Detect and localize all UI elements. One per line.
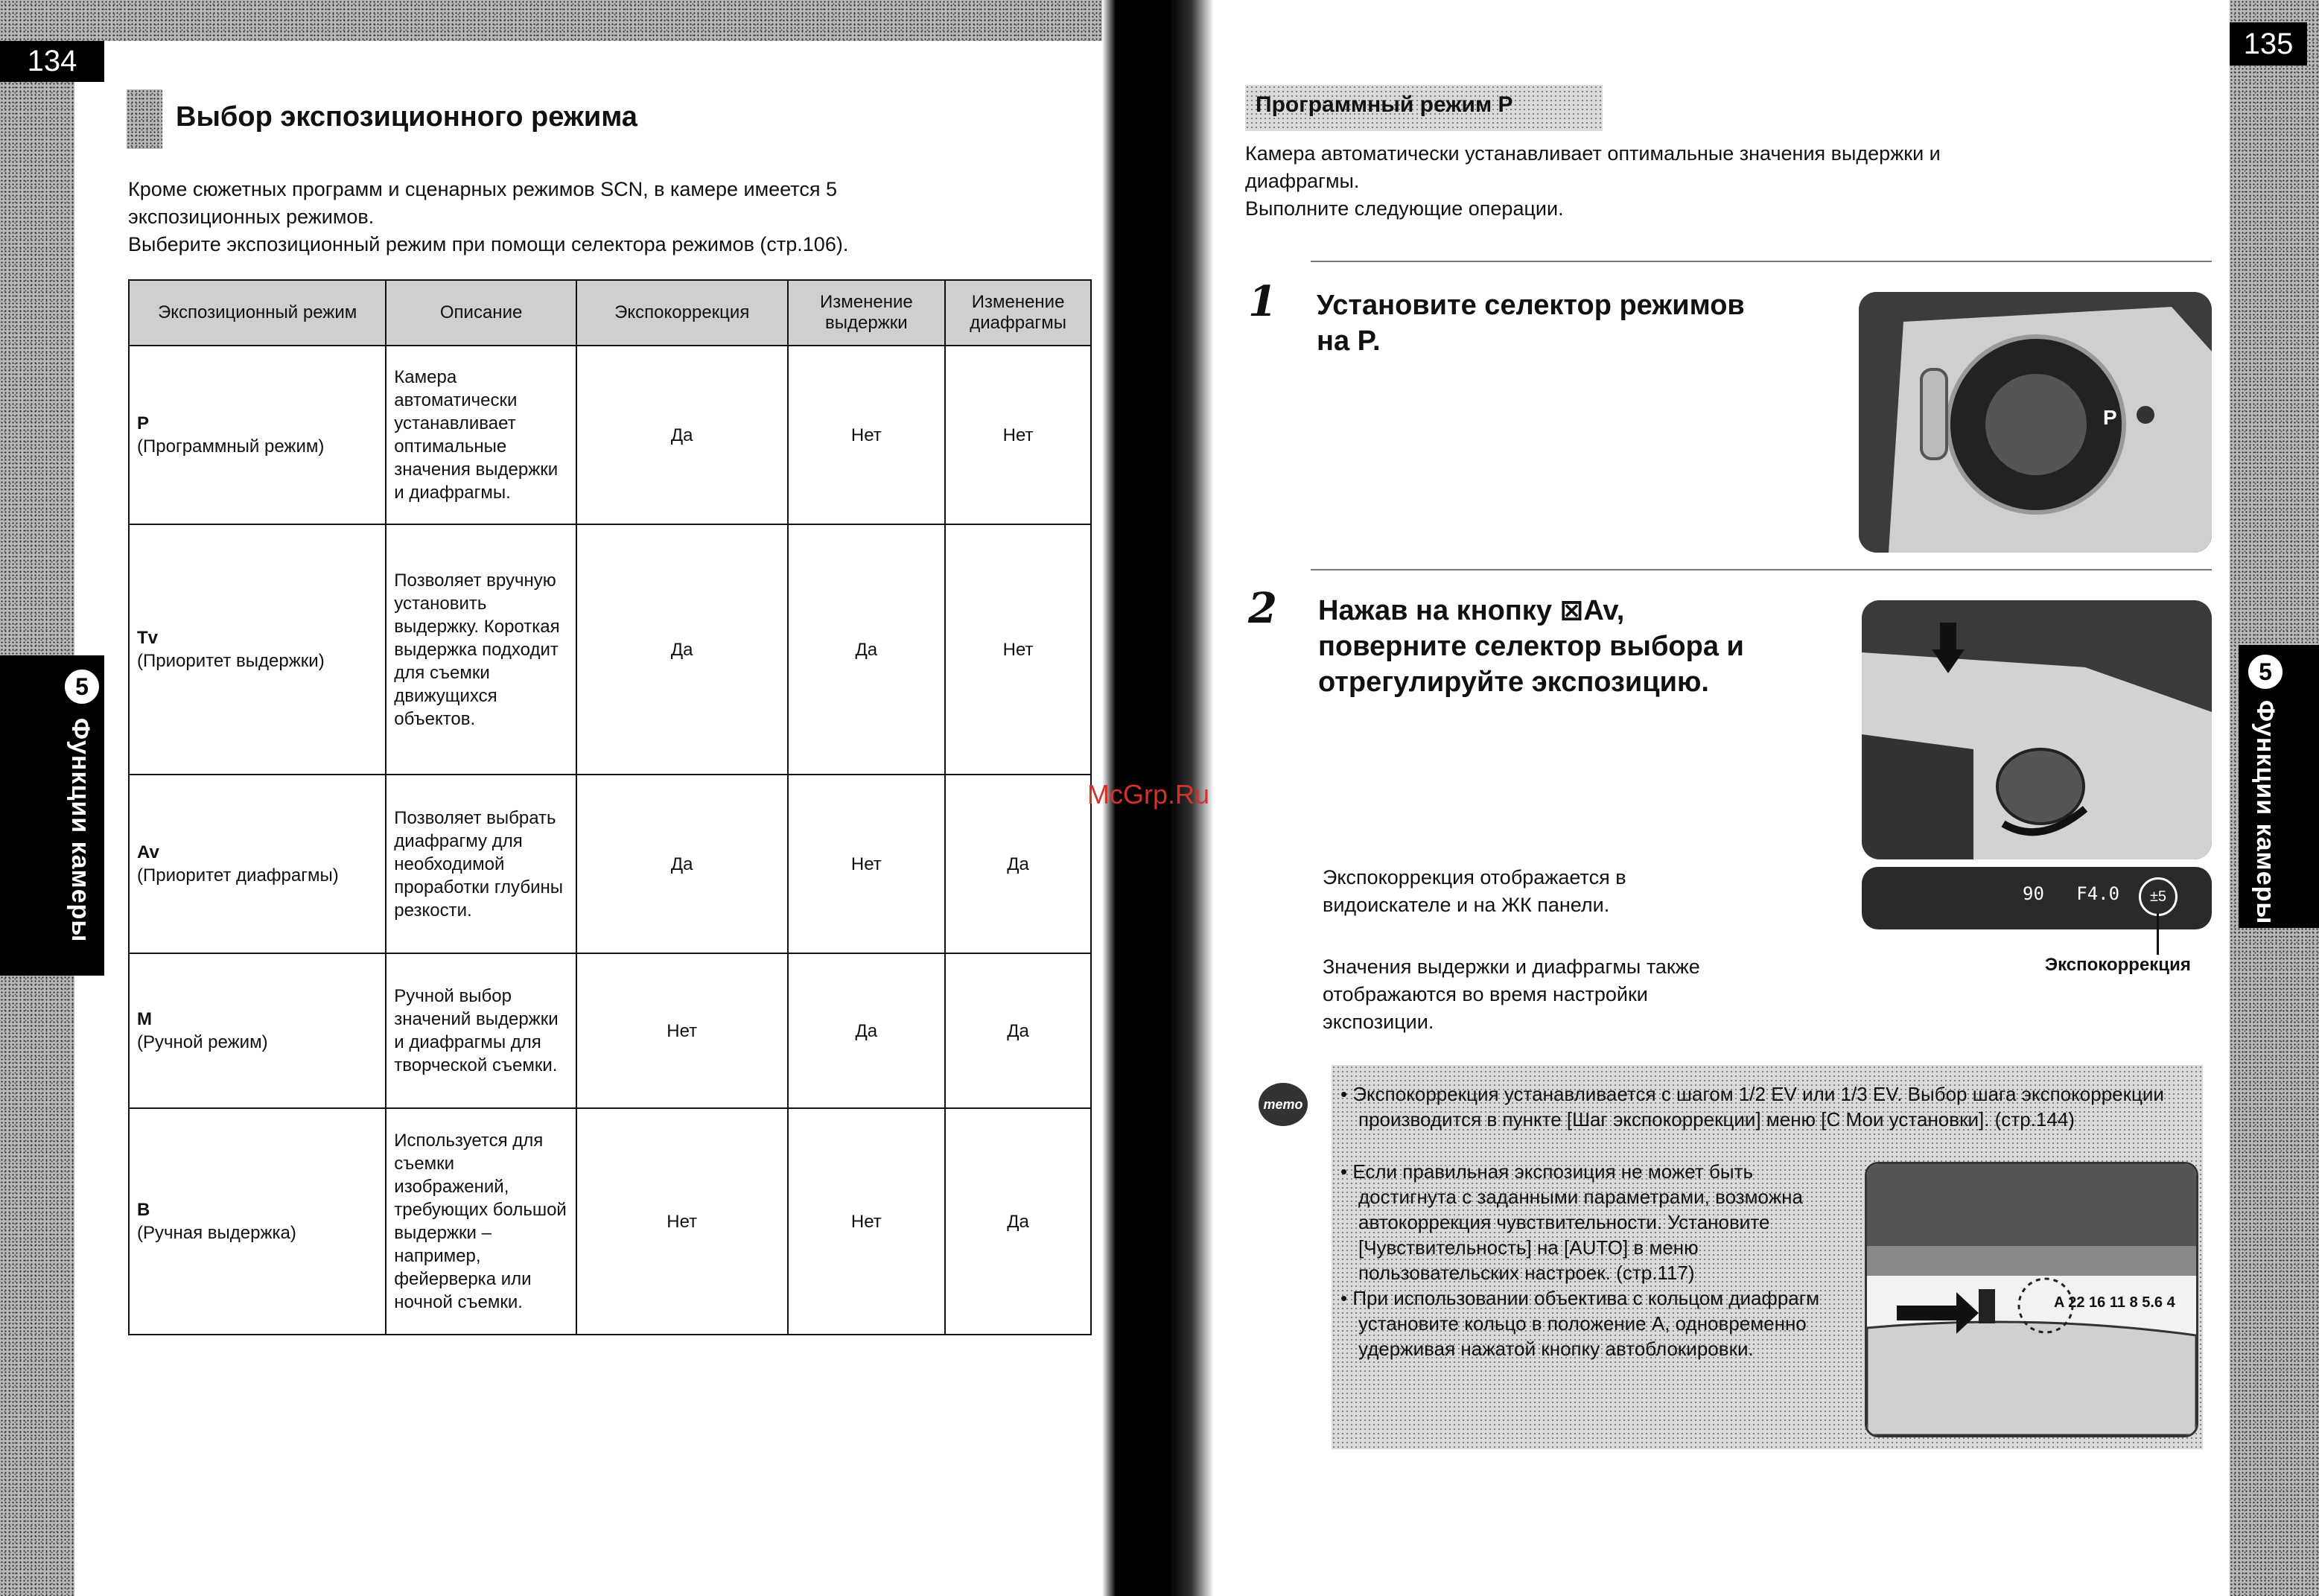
exposure-comp-value: Да [576,346,788,524]
mode-description: Используется для съемки изображений, требующих большой выдержки – например, фейерверка или ночной съемки. [386,1108,576,1335]
step1-rule [1311,261,2212,262]
aperture-value: Да [945,775,1091,953]
aperture-value: Да [945,953,1091,1108]
mode-letter: Av [137,842,159,862]
mode-description: Позволяет вручную установить выдержку. Короткая выдержка подходит для съемки движущихся объектов. [386,524,576,775]
mode-dial-illustration [1859,292,2212,553]
right-intro [1245,140,2169,223]
left-page-number: 134 [0,41,104,82]
shutter-value: Да [788,524,946,775]
memo-icon-label: memo [1263,1096,1303,1112]
shutter-value: Нет [788,1108,946,1335]
mode-letter: B [137,1200,150,1220]
right-chapter-number: 5 [2246,652,2285,691]
left-chapter-number: 5 [63,667,101,706]
note2-line-3: экспозиции. [1323,1011,1434,1033]
camera-top-photo [1862,600,2212,859]
left-top-band [0,0,1102,41]
mode-name: (Приоритет диафрагмы) [137,865,339,886]
step1-title [1317,287,1745,359]
header-mode: Экспозиционный режим [129,280,386,346]
left-intro [128,176,1096,258]
mode-description: Камера автоматически устанавливает оптимальные значения выдержки и диафрагмы. [386,346,576,524]
svg-text:P: P [2103,406,2117,429]
memo-bullets-lower [1340,1159,1832,1361]
lens-aperture-scale: A 22 16 11 8 5.6 4 [2054,1294,2175,1311]
aperture-value: Да [945,1108,1091,1335]
step2-note-2 [1323,953,1700,1036]
memo-bullet-3: • При использовании объектива с кольцом диафрагм установите кольцо в положение A, одновременно удерживая нажатой кнопку автоблокировки. [1340,1287,1820,1360]
mode-name: (Программный режим) [137,436,325,457]
mode-letter: Tv [137,628,159,648]
mode-name: (Приоритет выдержки) [137,651,325,671]
right-intro-line-2: диафрагмы. [1245,170,1360,192]
exposure-comp-value: Да [576,775,788,953]
memo-bullets [1340,1081,2175,1132]
memo-icon [1259,1083,1308,1126]
section-title: Программный режим P [1256,92,1513,117]
step2-number: 2 [1248,584,1277,633]
step1-number: 1 [1248,277,1277,326]
exposure-mode-table [128,279,1092,1335]
table-row [129,775,1091,953]
table-row [129,953,1091,1108]
right-page-number: 135 [2230,22,2307,66]
mode-dial-photo [1859,292,2212,553]
step2-rule [1311,569,2212,570]
memo-bullet-1: • Экспокоррекция устанавливается с шагом 1/2 EV или 1/3 EV. Выбор шага экспокоррекции производится в пункте [Шаг экспокоррекции] меню [C Мои установки]. (стр.144) [1340,1083,2164,1131]
mode-name: (Ручная выдержка) [137,1223,296,1243]
shutter-value: Нет [788,775,946,953]
header-description: Описание [386,280,576,346]
aperture-value: Нет [945,346,1091,524]
step2-note-1 [1323,864,1626,919]
aperture-value: Нет [945,524,1091,775]
table-row [129,524,1091,775]
header-shutter: Изменение выдержки [788,280,946,346]
exposure-comp-value: Нет [576,953,788,1108]
table-row [129,1108,1091,1335]
exposure-comp-value: Нет [576,1108,788,1335]
mode-letter: P [137,413,150,433]
lcd-readout: 90 F4.0 [2023,883,2120,904]
step1-line-1: Установите селектор режимов [1317,290,1745,321]
note1-line-1: Экспокоррекция отображается в [1323,866,1626,888]
title-marker [127,89,162,149]
mode-description: Позволяет выбрать диафрагму для необходимой проработки глубины резкости. [386,775,576,953]
lcd-exposure-badge: ±5 [2139,877,2178,916]
left-page-title: Выбор экспозиционного режима [176,101,637,133]
note2-line-2: отображаются во время настройки [1323,983,1648,1005]
step2-line-3: отрегулируйте экспозицию. [1318,667,1709,698]
header-exposure-comp: Экспокоррекция [576,280,788,346]
right-intro-line-3: Выполните следующие операции. [1245,197,1564,220]
watermark: McGrp.Ru [1087,779,1210,810]
note2-line-1: Значения выдержки и диафрагмы также [1323,956,1700,978]
lcd-caption: Экспокоррекция [2045,955,2191,975]
table-row [129,346,1091,524]
mode-description: Ручной выбор значений выдержки и диафрагмы для творческой съемки. [386,953,576,1108]
intro-line-3: Выберите экспозиционный режим при помощи селектора режимов (стр.106). [128,233,849,255]
right-chapter-label: Функции камеры [2251,700,2280,925]
note1-line-2: видоискателе и на ЖК панели. [1323,894,1610,916]
step2-line-1: Нажав на кнопку ⊠Av, [1318,595,1625,626]
shutter-value: Нет [788,346,946,524]
lcd-caption-line [2157,913,2159,955]
shutter-value: Да [788,953,946,1108]
right-intro-line-1: Камера автоматически устанавливает оптимальные значения выдержки и [1245,142,1941,165]
table-header-row [129,280,1091,346]
step2-line-2: поверните селектор выбора и [1318,631,1744,662]
exposure-comp-value: Да [576,524,788,775]
intro-line-1: Кроме сюжетных программ и сценарных режимов SCN, в камере имеется 5 [128,178,838,200]
mode-name: (Ручной режим) [137,1032,268,1052]
left-chapter-label: Функции камеры [66,718,95,943]
camera-top-illustration [1862,600,2212,859]
step2-title [1318,593,1744,700]
memo-bullet-2: • Если правильная экспозиция не может быть достигнута с заданными параметрами, возможна автокоррекция чувствительности. Установите [Чувствительность] на [AUTO] в меню пользовательских настроек. (стр.117) [1340,1160,1803,1284]
intro-line-2: экспозиционных режимов. [128,206,375,228]
step1-line-2: на P. [1317,325,1381,357]
mode-letter: M [137,1009,152,1029]
header-aperture: Изменение диафрагмы [945,280,1091,346]
